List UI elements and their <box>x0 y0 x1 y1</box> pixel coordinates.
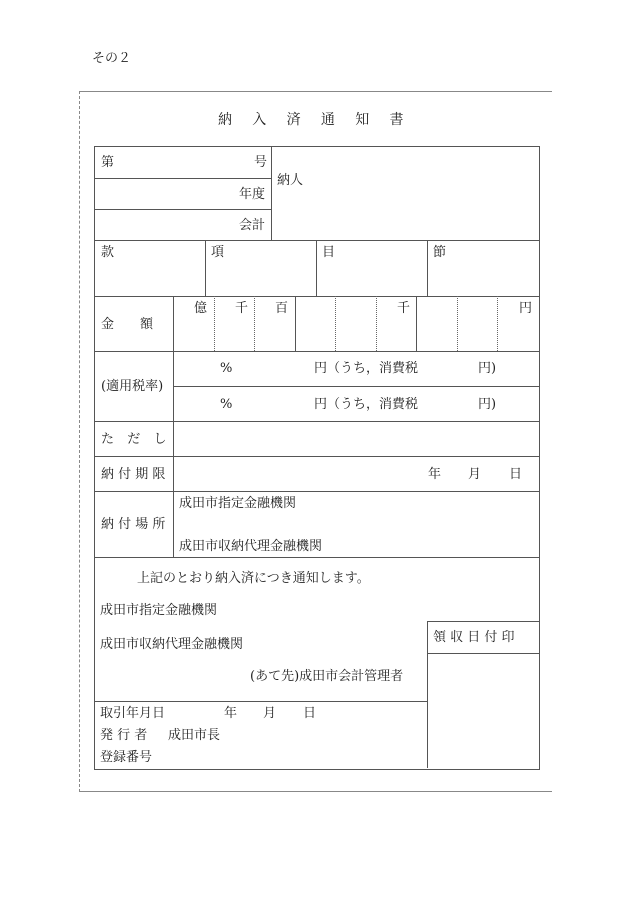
notice-addressee: (あて先)成田市会計管理者 <box>250 669 404 684</box>
budget-head-setsu: 節 <box>433 245 447 260</box>
amount-unit: 千 <box>235 301 249 316</box>
registration-label: 登録番号 <box>100 750 153 765</box>
tax-yen-2: 円（うち，消費税 <box>314 397 419 412</box>
tax-percent-2: % <box>220 397 233 412</box>
payment-place-designated: 成田市指定金融機関 <box>179 496 297 511</box>
amount-unit: 千 <box>397 301 411 316</box>
issuer-label: 発 行 者 <box>100 728 148 743</box>
notice-agent-bank: 成田市収納代理金融機関 <box>100 637 244 652</box>
amount-unit: 円 <box>519 301 533 316</box>
tax-rate-label: (適用税率) <box>101 379 164 394</box>
transaction-year: 年 <box>224 706 238 721</box>
notice-message: 上記のとおり納入済につき通知します。 <box>137 571 370 586</box>
transaction-month: 月 <box>263 706 277 721</box>
receipt-stamp-label: 領 収 日 付 印 <box>433 630 515 645</box>
budget-head-kou: 項 <box>211 245 225 260</box>
document-title: 納入済通知書 <box>218 112 424 128</box>
budget-head-moku: 目 <box>322 245 336 260</box>
fiscal-year-label: 年度 <box>239 187 266 202</box>
payment-place-label: 納 付 場 所 <box>101 517 166 532</box>
number-prefix: 第 <box>101 155 115 170</box>
tax-yen-1: 円（うち，消費税 <box>314 361 419 376</box>
budget-head-kan: 款 <box>101 245 115 260</box>
tax-percent-1: % <box>220 361 233 376</box>
due-date-label: 納 付 期 限 <box>101 467 166 482</box>
amount-label: 金 額 <box>101 317 154 332</box>
number-suffix: 号 <box>254 155 268 170</box>
amount-unit: 億 <box>194 301 208 316</box>
account-label: 会計 <box>239 218 266 233</box>
transaction-date-label: 取引年月日 <box>100 706 166 721</box>
issuer-name: 成田市長 <box>168 728 221 743</box>
remarks-label: た だ し <box>101 432 172 447</box>
transaction-day: 日 <box>303 706 317 721</box>
due-year: 年 <box>428 467 442 482</box>
due-month: 月 <box>468 467 482 482</box>
page-label: その２ <box>92 51 132 66</box>
tax-yen-close-1: 円) <box>478 361 497 376</box>
notice-designated-bank: 成田市指定金融機関 <box>100 603 218 618</box>
payment-place-agent: 成田市収納代理金融機関 <box>179 539 323 554</box>
amount-unit: 百 <box>275 301 289 316</box>
due-day: 日 <box>509 467 523 482</box>
tax-yen-close-2: 円) <box>478 397 497 412</box>
payer-label: 納人 <box>277 173 304 188</box>
